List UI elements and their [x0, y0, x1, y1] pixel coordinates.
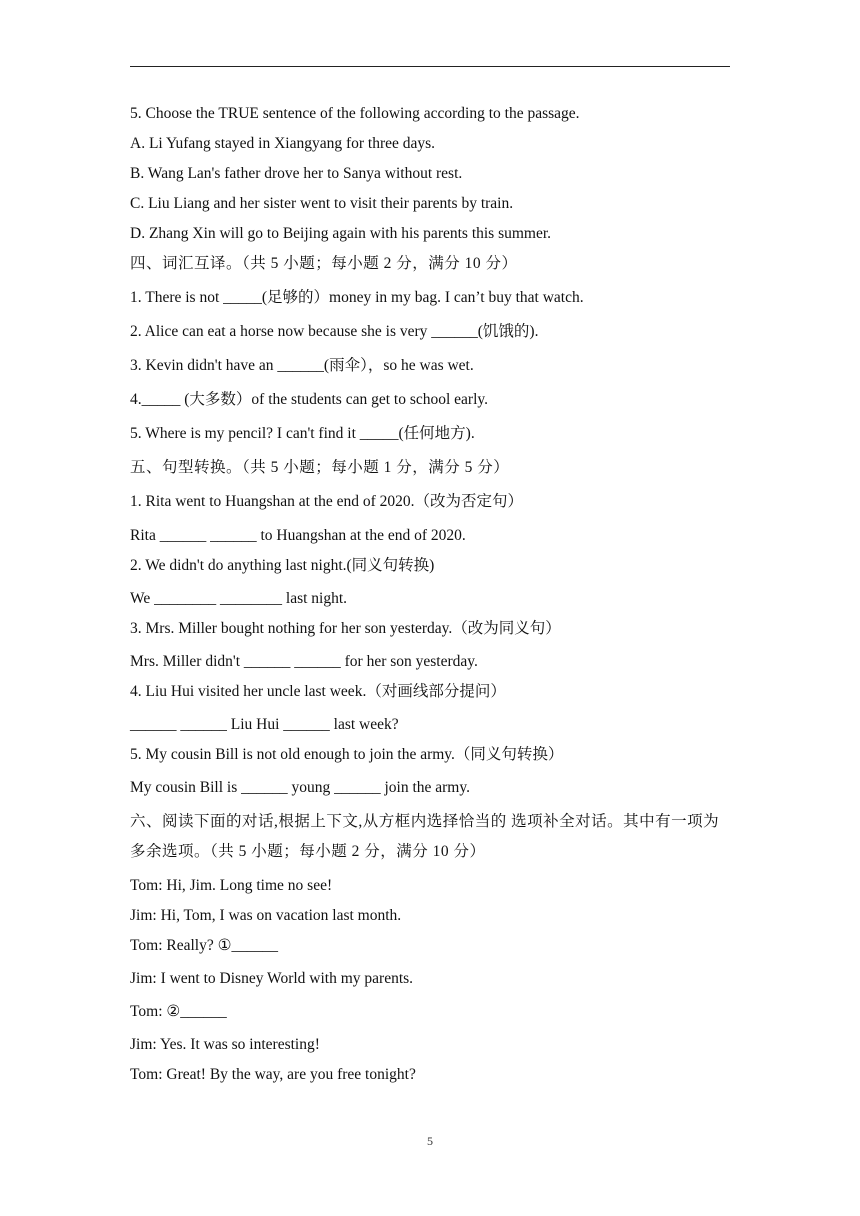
transform-4-answer: ______ ______ Liu Hui ______ last week? [130, 716, 399, 733]
vocab-item-4: 4._____ (大多数）of the students can get to school early. [130, 391, 489, 408]
page-number: 5 [427, 1134, 433, 1148]
transform-3-question: 3. Mrs. Miller bought nothing for her son yesterday.（改为同义句） [130, 620, 561, 637]
transform-1-answer: Rita ______ ______ to Huangshan at the end of 2020. [130, 527, 466, 544]
transform-5-question: 5. My cousin Bill is not old enough to join the army.（同义句转换） [130, 746, 564, 763]
vocab-item-5: 5. Where is my pencil? I can't find it _____(任何地方). [130, 425, 475, 442]
dialogue-line-2: Jim: Hi, Tom, I was on vacation last month. [130, 907, 402, 924]
option-b: B. Wang Lan's father drove her to Sanya without rest. [130, 165, 463, 182]
option-a: A. Li Yufang stayed in Xiangyang for three days. [130, 135, 436, 152]
header-rule [130, 66, 730, 67]
vocab-item-1: 1. There is not _____(足够的）money in my bag. I can’t buy that watch. [130, 289, 584, 306]
question-5-stem: 5. Choose the TRUE sentence of the following according to the passage. [130, 105, 580, 122]
vocab-item-3: 3. Kevin didn't have an ______(雨伞），so he was wet. [130, 357, 474, 374]
vocab-item-2: 2. Alice can eat a horse now because she is very ______(饥饿的). [130, 323, 539, 340]
transform-4-question: 4. Liu Hui visited her uncle last week.（对画线部分提问） [130, 683, 506, 700]
dialogue-line-5: Tom: ②______ [130, 1003, 227, 1020]
option-d: D. Zhang Xin will go to Beijing again with his parents this summer. [130, 225, 552, 242]
transform-2-question: 2. We didn't do anything last night.(同义句转换) [130, 557, 435, 574]
transform-3-answer: Mrs. Miller didn't ______ ______ for her son yesterday. [130, 653, 478, 670]
dialogue-line-1: Tom: Hi, Jim. Long time no see! [130, 877, 333, 894]
option-c: C. Liu Liang and her sister went to visit their parents by train. [130, 195, 514, 212]
transform-1-question: 1. Rita went to Huangshan at the end of 2020.（改为否定句） [130, 493, 524, 510]
transform-2-answer: We ________ ________ last night. [130, 590, 348, 607]
transform-5-answer: My cousin Bill is ______ young ______ join the army. [130, 779, 470, 796]
dialogue-line-6: Jim: Yes. It was so interesting! [130, 1036, 320, 1053]
dialogue-line-4: Jim: I went to Disney World with my parents. [130, 970, 414, 987]
section-5-heading: 五、句型转换。（共 5 小题；每小题 1 分，满分 5 分） [130, 459, 510, 476]
section-4-heading: 四、词汇互译。（共 5 小题；每小题 2 分，满分 10 分） [130, 255, 518, 272]
page-content [130, 103, 730, 1086]
dialogue-line-7: Tom: Great! By the way, are you free tonight? [130, 1066, 416, 1083]
dialogue-line-3: Tom: Really? ①______ [130, 937, 278, 954]
section-6-heading: 六、阅读下面的对话,根据上下文,从方框内选择恰当的 选项补全对话。其中有一项为多余选项。（共 5 小题；每小题 2 分，满分 10 分） [130, 813, 720, 860]
